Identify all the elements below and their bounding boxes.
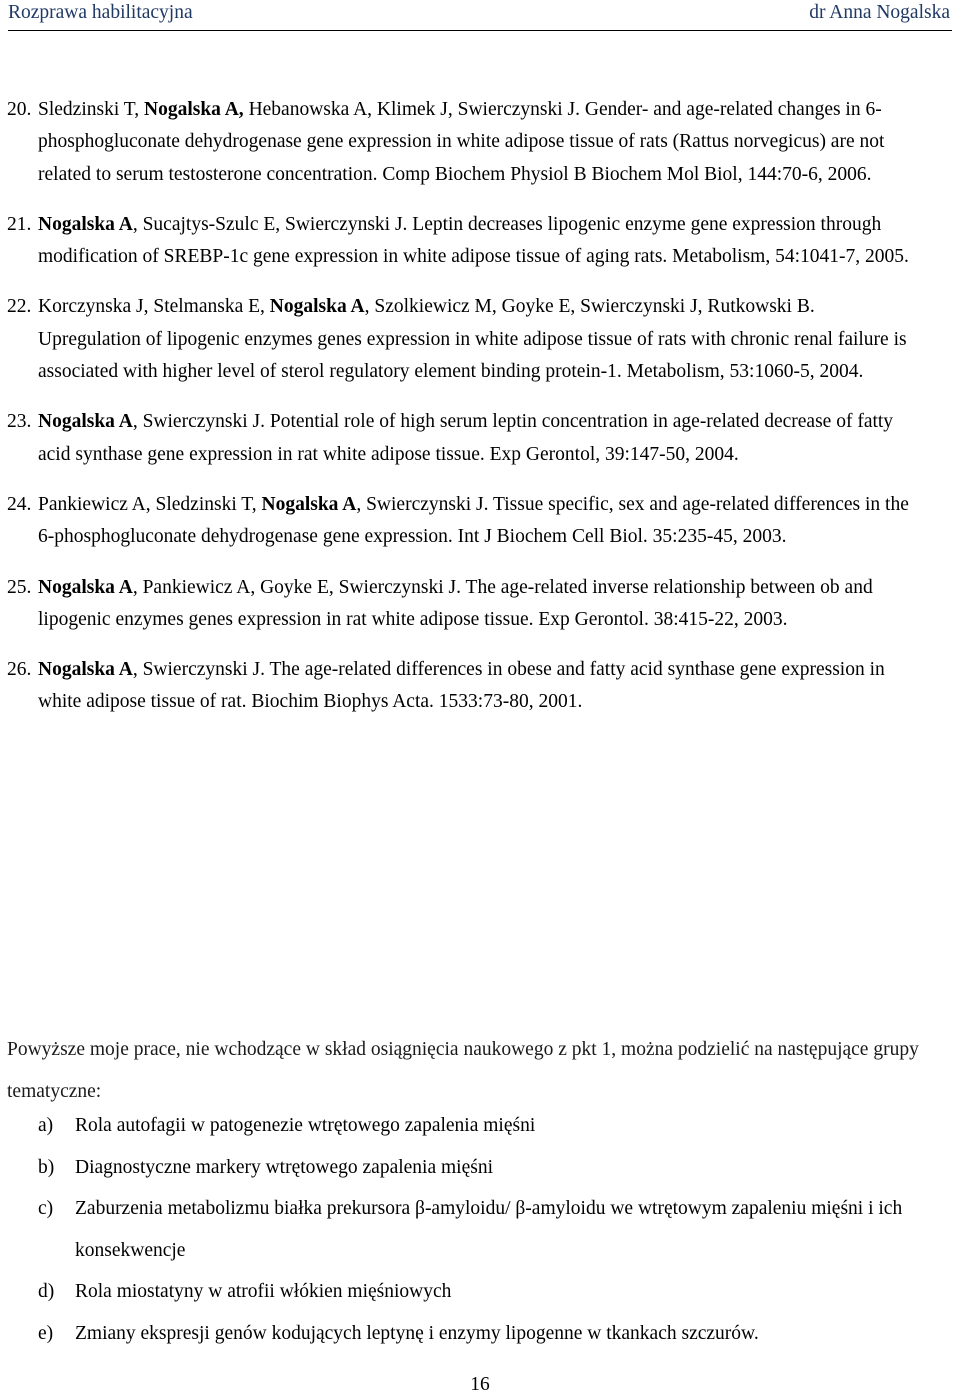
list-item	[38, 1313, 938, 1355]
reference-highlighted-author: Nogalska A,	[143, 99, 244, 120]
reference-details: , Swierczynski J. The age-related differences in obese and fatty acid synthase gene expression in white adipose tissue of rat. Biochim Biophys Acta. 1533:73-80, 2001.	[38, 659, 885, 713]
reference-details: , Pankiewicz A, Goyke E, Swierczynski J. The age-related inverse relationship between ob and lipogenic enzymes genes expression in rat white adipose tissue. Exp Gerontol. 38:415-22, 2003.	[38, 576, 873, 630]
list-item-text: Rola miostatyny w atrofii włókien mięśniowych	[75, 1281, 452, 1302]
reference-authors-before: Korczynska J, Stelmanska E,	[38, 296, 270, 318]
reference-list	[7, 94, 910, 737]
reference-highlighted-author: Nogalska A	[38, 576, 133, 598]
reference-item	[7, 654, 910, 719]
thematic-groups-list	[38, 1105, 938, 1354]
list-item-marker: b)	[38, 1156, 55, 1178]
reference-number: 24.	[7, 493, 32, 515]
reference-number: 25.	[7, 576, 32, 598]
reference-item	[7, 489, 910, 554]
list-item	[38, 1188, 938, 1271]
list-item-text: Diagnostyczne markery wtrętowego zapalenia mięśni	[75, 1156, 494, 1178]
list-item-text: Rola autofagii w patogenezie wtrętowego zapalenia mięśni	[75, 1115, 536, 1136]
reference-item	[7, 94, 910, 191]
list-item-text: Zmiany ekspresji genów kodujących leptynę i enzymy lipogenne w tkankach szczurów.	[75, 1322, 759, 1344]
list-item-marker: e)	[38, 1322, 54, 1344]
reference-authors-before: Sledzinski T,	[38, 99, 144, 120]
list-item-marker: a)	[38, 1115, 54, 1136]
reference-details: , Sucajtys-Szulc E, Swierczynski J. Leptin decreases lipogenic enzyme gene expression through modification of SREBP-1c gene expression in white adipose tissue of aging rats. Metabolism, 54:1041-7, 2005.	[38, 213, 909, 268]
reference-item	[7, 209, 910, 274]
list-item	[38, 1147, 938, 1189]
reference-number: 23.	[7, 411, 32, 433]
reference-highlighted-author: Nogalska A	[38, 411, 133, 433]
reference-item	[7, 291, 910, 388]
reference-number: 21.	[7, 213, 32, 235]
list-item-marker: c)	[38, 1198, 54, 1219]
reference-number: 26.	[7, 659, 32, 681]
reference-highlighted-author: Nogalska A	[269, 296, 365, 318]
reference-details: , Szolkiewicz M, Goyke E, Swierczynski J, Rutkowski B. Upregulation of lipogenic enzymes genes expression in white adipose tissue of rats with chronic renal failure is associated with higher level of sterol regulatory element binding protein-1. Metabolism, 53:1060-5, 2004.	[38, 296, 907, 383]
reference-details: Hebanowska A, Klimek J, Swierczynski J. Gender- and age-related changes in 6-phosphogluconate dehydrogenase gene expression in white adipose tissue of rats (Rattus norvegicus) are not related to serum testosterone concentration. Comp Biochem Physiol B Biochem Mol Biol, 144:70-6, 2006.	[38, 99, 885, 185]
page-number: 16	[470, 1374, 490, 1395]
reference-highlighted-author: Nogalska A	[38, 213, 133, 235]
page-header	[8, 0, 952, 31]
reference-details: , Swierczynski J. Potential role of high serum leptin concentration in age-related decrease of fatty acid synthase gene expression in rat white adipose tissue. Exp Gerontol, 39:147-50, 2004.	[38, 411, 894, 465]
list-item	[38, 1271, 938, 1313]
header-title: Rozprawa habilitacyjna	[8, 2, 193, 23]
groups-intro-paragraph: Powyższe moje prace, nie wchodzące w skład osiągnięcia naukowego z pkt 1, można podzielić na następujące grupy tematyczne:	[7, 1039, 919, 1102]
reference-item	[7, 572, 910, 637]
reference-highlighted-author: Nogalska A	[261, 493, 357, 515]
reference-authors-before: Pankiewicz A, Sledzinski T,	[38, 493, 262, 515]
reference-highlighted-author: Nogalska A	[38, 659, 133, 681]
reference-number: 20.	[7, 99, 32, 120]
header-author: dr Anna Nogalska	[809, 2, 950, 23]
reference-number: 22.	[7, 296, 32, 318]
reference-details: , Swierczynski J. Tissue specific, sex and age-related differences in the 6-phosphogluconate dehydrogenase gene expression. Int J Biochem Cell Biol. 35:235-45, 2003.	[38, 493, 909, 548]
reference-item	[7, 406, 910, 471]
list-item-text: Zaburzenia metabolizmu białka prekursora β-amyloidu/ β-amyloidu we wtrętowym zapaleniu mięśni i ich konsekwencje	[75, 1198, 903, 1261]
list-item-marker: d)	[38, 1281, 55, 1302]
list-item	[38, 1105, 938, 1147]
